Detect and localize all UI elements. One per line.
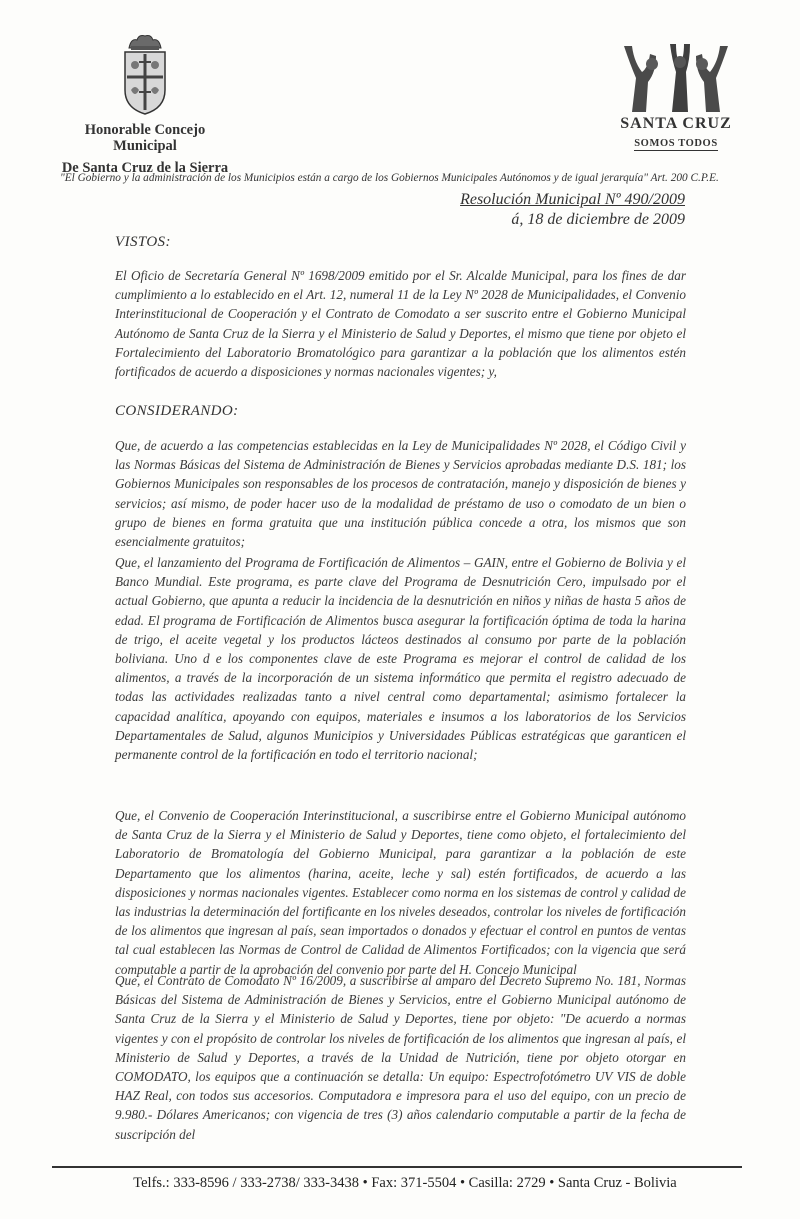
vistos-paragraph: El Oficio de Secretaría General Nº 1698/2009 emitido por el Sr. Alcalde Municipal, para los fines de dar cumplimiento a lo establecido en el Art. 12, numeral 11 de la Ley Nº 2028 de Municipalidades, el Convenio Interinstitucional de Cooperación y el Contrato de Comodato a ser suscrito entre el Gobierno Municipal Autónomo de Santa Cruz de la Sierra y el Ministerio de Salud y Deportes, el mismo que tiene por objeto el Fortalecimiento del Laboratorio Bromatológico para garantizar a la población que los alimentos estén fortificados de acuerdo a disposiciones y normas nacionales vigentes; y, [115,268,686,380]
footer-contact: Telfs.: 333-8596 / 333-2738/ 333-3438 • Fax: 371-5504 • Casilla: 2729 • Santa Cruz - Bolivia [133,1175,677,1191]
resolution-block [460,190,685,230]
resolution-date: á, 18 de diciembre de 2009 [511,211,685,228]
brand-tagline: SOMOS TODOS [634,138,718,149]
santa-cruz-logo [606,42,746,151]
considerando-paragraph-4: Que, el Contrato de Comodato Nº 16/2009, a suscribirse al amparo del Decreto Supremo No. 181, Normas Básicas del Sistema de Administración de Bienes y Servicios, entre el Gobierno Municipal autónomo de Santa Cruz de la Sierra y el Ministerio de Salud y Deportes, tiene por objeto: "De acuerdo a normas vigentes y con el propósito de controlar los niveles de fortificación de los alimentos que ingresan al país, el Ministerio de Salud y Deportes, a través de la Unidad de Nutrición, tiene por objeto otorgar en COMODATO, los equipos que a continuación se detalla: Un equipo: Espectrofotómetro UV VIS de doble HAZ Real, con todos sus accesorios. Computadora e impresora para el uso del equipo, con un precio de 9.980.- Dólares Americanos; con vigencia de tres (3) años calendario computable a partir de la fecha de suscripción del [115,973,686,1142]
vistos-heading: VISTOS: [115,234,171,250]
considerando-paragraph-3: Que, el Convenio de Cooperación Interinstitucional, a suscribirse entre el Gobierno Municipal autónomo de Santa Cruz de la Sierra y el Ministerio de Salud y Deportes, tiene como objeto, el fortalecimiento del Laboratorio de Bromatología del Gobierno Municipal, para garantizar a la población de este Departamento que los alimentos (harina, aceite, leche y sal) estén fortificados, de acuerdo a las disposiciones y normas nacionales vigentes. Establecer como norma en los sistemas de control y calidad de las industrias la determinación del fortificante en los niveles deseados, controlar los niveles de fortificación de los alimentos que ingresan al país, sean importados o donados y efectuar el control en puntos de ventas tal cual establecen las Normas de Control de Calidad de Alimentos Fortificados; con la vigencia que será computable a partir de la aprobación del convenio por parte del H. Concejo Municipal [115,808,686,977]
people-logo-icon [616,42,736,114]
considerando-heading: CONSIDERANDO: [115,403,239,419]
coat-of-arms-icon [117,32,173,116]
council-header [60,32,230,176]
considerando-paragraph-1: Que, de acuerdo a las competencias establecidas en la Ley de Municipalidades Nº 2028, el Código Civil y las Normas Básicas del Sistema de Administración de Bienes y Servicios aprobadas mediante D.S. 181; los Gobiernos Municipales son responsables de los procesos de contratación, manejo y disposición de bienes y servicios; así mismo, de poder hacer uso de la modalidad de préstamo de uso o comodato de un bien o grupo de bienes en forma gratuita que una institución pública concede a otra, los mismos que son esencialmente gratuitos; [115,438,686,550]
council-name-line1: Honorable Concejo Municipal [84,122,206,154]
council-name-line2: De Santa Cruz de la Sierra [61,160,229,176]
resolution-title: Resolución Municipal Nº 490/2009 [460,191,685,208]
considerando-paragraph-2: Que, el lanzamiento del Programa de Fortificación de Alimentos – GAIN, entre el Gobierno de Bolivia y el Banco Mundial. Este programa, es parte clave del Programa de Desnutrición Cero, impulsado por el actual Gobierno, que apunta a reducir la incidencia de la desnutrición en niños y niñas de hasta 5 años de edad. El programa de Fortificación de Alimentos busca asegurar la fortificación óptima de toda la harina de trigo, el aceite vegetal y los productos lácteos destinados al consumo por parte de la población boliviana. Uno d e los componentes clave de este Programa es mejorar el control de calidad de los alimentos, a través de la incorporación de un sistema informático que permita el registro adecuado de todas las actividades realizadas tanto a nivel central como departamental; asimismo fortalecer la capacidad analítica, apoyando con equipos, materiales e insumos a los laboratorios de los Servicios Departamentales de Salud, algunos Municipios y Universidades Públicas estratégicas que garanticen el permanente control de la fortificación en todo el territorio nacional; [115,555,686,763]
brand-name: SANTA CRUZ [620,115,732,132]
constitution-quote: "El Gobierno y la administración de los Municipios están a cargo de los Gobiernos Municipales Autónomos y de igual jerarquía" Art. 200 C.P.E. [60,172,719,184]
footer-divider [52,1166,742,1168]
